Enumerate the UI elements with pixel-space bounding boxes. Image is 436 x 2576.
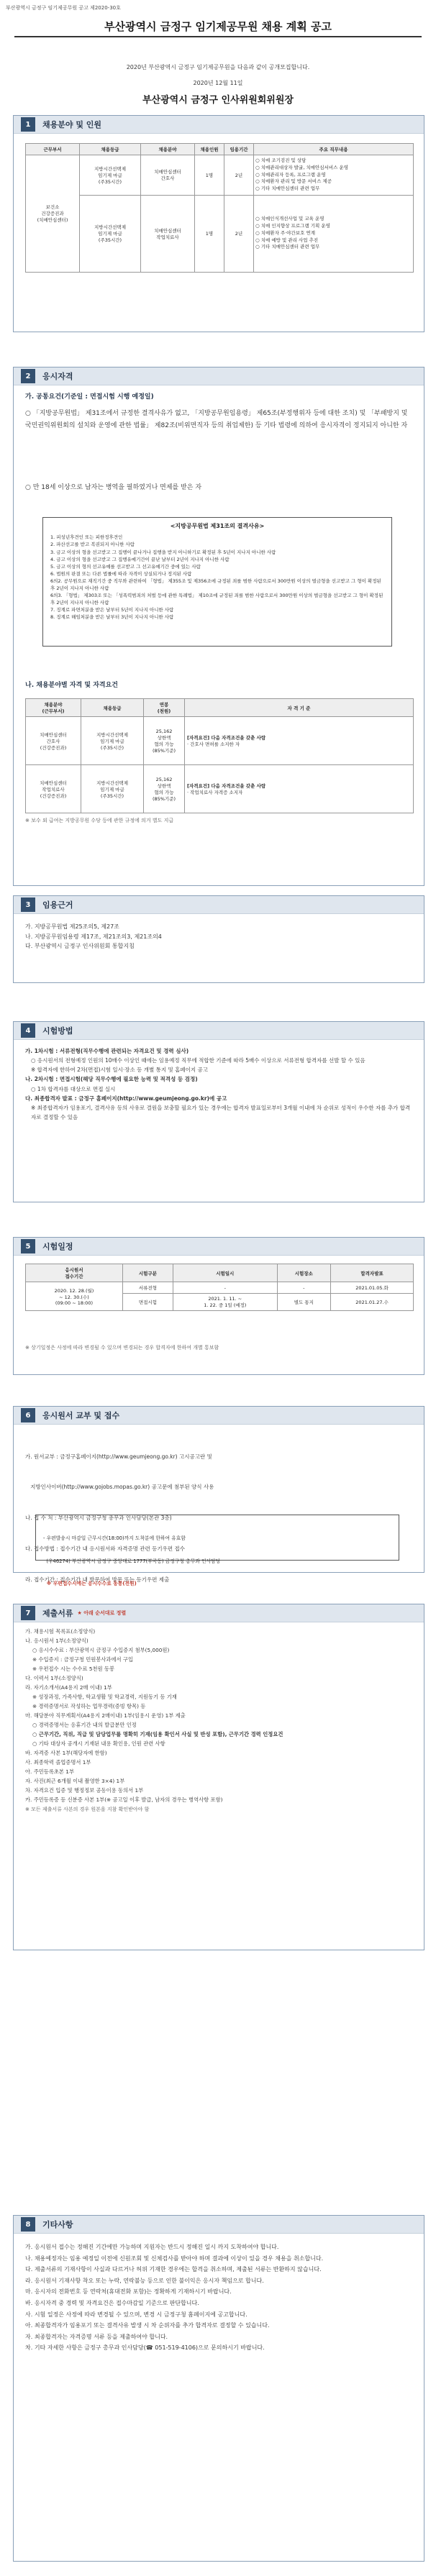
grade-cell: 지방시간선택제 임기제 마급 (주35시간): [80, 155, 141, 196]
requirement-cell: [185, 717, 414, 765]
pay-cell: 25,162 상한액 협의 가능 (85%기준): [144, 717, 185, 765]
table-row: [26, 195, 414, 272]
other-item: 사. 시험 일정은 사정에 따라 변경될 수 있으며, 변경 시 금정구청 홈페이지에 공고합니다.: [25, 2311, 247, 2318]
section-header: [14, 1604, 424, 1622]
section-number: 8: [21, 2217, 35, 2232]
other-item: 나. 채용예정자는 임용 예정일 이전에 신원조회 및 신체검사를 받아야 하며 결과에 이상이 있을 경우 채용을 취소합니다.: [25, 2255, 324, 2262]
section-number: 6: [21, 1408, 35, 1422]
duty-item: 기타 치매안심센터 관련 업무: [260, 186, 320, 191]
eligibility-item: ○ 만 18세 이상으로 남자는 병역을 필하였거나 면제를 받은 자: [25, 484, 202, 491]
duty-item: 치매환자 관리 및 방문 서비스 제공: [260, 178, 332, 185]
section-number: 1: [21, 117, 35, 132]
exam-place-cell: -: [277, 1282, 331, 1294]
duty-item: 치매인식개선사업 및 교육 운영: [260, 216, 324, 222]
document-detail: ○ 경력증명서는 응휴기간 내의 발급분만 인정: [32, 1721, 137, 1728]
application-item: 지방인사이버(http://www.gojobs.mopas.go.kr) 공고문에 첨부된 양식 사용: [25, 1484, 214, 1491]
dept-cell: 보건소 건강증진과 (치매안심센터): [26, 155, 80, 273]
duty-item: 치매 조기검진 및 상담: [260, 157, 306, 163]
legal-basis-item: 나. 지방공무원임용령 제17조, 제21조의3, 제21조의4: [25, 933, 162, 940]
exam-detail: ○ 1차 합격자를 대상으로 면접 실시: [31, 1085, 116, 1092]
duty-item: 치매 예방 및 관리 사업 추진: [260, 237, 319, 243]
field-cell: 치매안심센터 간호사: [141, 155, 195, 196]
notice-number: 부산광역시 금정구 임기제공무원 공고 제2020-30호: [6, 5, 121, 11]
exam-step: 가. 1차시험 : 서류전형(직무수행에 관련되는 자격요건 및 경력 심사): [25, 1048, 189, 1054]
exam-step: 다. 최종합격자 발표 : 금정구 홈페이지(http://www.geumjeong.go.kr)에 공고: [25, 1095, 227, 1102]
section-header: [14, 1238, 424, 1256]
col-header: 자 격 기 준: [185, 699, 414, 717]
col-header: 응시원서 접수기간: [26, 1264, 123, 1282]
document-note: ※ 모든 제출서류 사본의 경우 원본을 지참 확인받아야 함: [25, 1806, 150, 1812]
box-line: 8. 징계로 해임처분을 받은 날부터 3년이 지나지 아니한 사람: [50, 614, 174, 621]
duty-item: 치매 인지향상 프로그램 기획 운영: [260, 223, 330, 229]
other-item: 자. 최종합격자는 자격증명 서류 등을 제출하여야 합니다.: [25, 2333, 168, 2340]
col-header: 시험장소: [277, 1264, 331, 1282]
section-eligibility: [13, 367, 424, 886]
duty-item: 치매관리자 등록, 프로그램 운영: [260, 171, 326, 178]
dept-cell: 치매안심센터 간호사 (건강증진과): [26, 717, 81, 765]
document-item: 사. 최종학력 졸업증명서 1부: [25, 1758, 91, 1766]
duties-cell: ○ 치매 조기검진 및 상담 ○ 치매관리대상자 발굴, 치매안심서비스 운영 ○ 치매관리자 등록, 프로그램 운영 ○ 치매환자 관리 및 방문 서비스 제공 ○ 기타 치매안심센터 관련 업무: [254, 155, 414, 196]
application-period-cell: 2020. 12. 28.(월) ~ 12. 30.(수) (09:00 ~ 18:00): [26, 1282, 123, 1311]
section-recruitment: [13, 115, 424, 332]
eligibility-item: ○ 「지방공무원법」 제31조에서 규정한 결격사유가 없고, 「지방공무원임용령」 제65조(부정행위자 등에 대한 조치) 및 「부패방지 및 국민권익위원회의 설치와 운영에 관한 법률」 제82조(비위면직자 등의 취업제한) 등 기타 법령에 의하여 응시자격이 정지되지 아니한 자: [25, 410, 408, 430]
box-line: 6. 법원의 판결 또는 다른 법률에 따라 자격이 상실되거나 정지된 사람: [50, 570, 192, 577]
document-item: 바. 자격증 사본 1부(해당자에 한함): [25, 1749, 107, 1756]
section-title: 채용분야 및 인원: [42, 120, 102, 129]
other-item: 가. 응시원서 접수는 정해진 기간에만 가능하며 지원자는 반드시 정해진 일시 까지 도착하여야 합니다.: [25, 2244, 279, 2250]
box-line: - 우편발송시 마감일 근무시간(18:00)까지 도착분에 한하여 유효함: [43, 1535, 186, 1542]
section-header: [14, 367, 424, 385]
requirement-line: · 간호사 면허를 소지한 자: [187, 741, 240, 747]
schedule-note: ※ 상기일정은 사정에 따라 변경될 수 있으며 변경되는 경우 합격자에 한하여 개별 통보함: [25, 1345, 219, 1351]
table-row: [26, 1282, 414, 1294]
box-line: 6의2. 공무원으로 재직기간 중 직무와 관련하여 「형법」 제355조 및 제356조에 규정된 죄를 범한 사람으로서 300만원 이상의 벌금형을 선고받고 그 형이 확정된 후 2년이 지나지 아니한 사람: [50, 577, 381, 591]
count-cell: 1명: [195, 155, 224, 196]
subsection-title: 가. 공통요건(기준일 : 면접시험 시행 예정일): [25, 393, 154, 401]
document-item: 나. 응시원서 1부(소정양식): [25, 1637, 88, 1644]
box-title: <지방공무원법 제31조의 결격사유>: [170, 523, 265, 529]
exam-type-cell: 면접시험: [122, 1294, 173, 1311]
legal-basis-list: [25, 922, 412, 951]
box-line: 5. 금고 이상의 형의 선고유예를 선고받고 그 선고유예기간 중에 있는 사람: [50, 563, 201, 570]
other-item: 차. 기타 자세한 사항은 금정구 총무과 인사담당(☎ 051-519-4106)으로 문의하시기 바랍니다.: [25, 2344, 265, 2352]
box-line: (우46274) 부산광역시 금정구 중앙대로 1777(부곡동) 금정구청 총무과 인사담당: [43, 1558, 221, 1564]
other-item: 바. 응시자격 중 경력 및 자격요건은 접수마감일 기준으로 판단합니다.: [25, 2299, 199, 2306]
grade-cell: 지방시간선택제 임기제 마급 (주35시간): [81, 765, 144, 813]
document-item: 차. 자격요건 입증 및 행정정보 공동이용 동의서 1부: [25, 1786, 144, 1794]
requirement-cell: [185, 765, 414, 813]
application-item: 다. 접수방법 : 접수기간 내 응시원서와 자격증명 관련 등기우편 접수: [25, 1545, 185, 1552]
document-item: 아. 주민등록초본 1부: [25, 1768, 74, 1775]
document-detail: ※ 수입증지 : 금정구청 민원봉사과에서 구입: [32, 1655, 133, 1663]
application-item: 나. 접 수 처 : 부산광역시 금정구청 총무과 인사담당(본관 3층): [25, 1515, 172, 1521]
eligibility-text: 만 18세 이상으로 남자는 병역을 필하였거나 면제를 받은 자: [32, 484, 202, 491]
section-title: 제출서류: [42, 1609, 73, 1618]
exam-date-cell: -: [173, 1282, 277, 1294]
document-detail: ○ 기타 대상자 공개시 기재된 내용 확인용, 인원 관련 사항: [32, 1740, 165, 1747]
exam-step: 나. 2차시험 : 면접시험(해당 직무수행에 필요한 능력 및 적격성 등 검정): [25, 1076, 198, 1083]
document-detail: ※ 우편접수 시는 수수료 5천원 동봉: [32, 1665, 114, 1672]
requirement-line: [자격요건] 다음 자격조건을 갖춘 사람: [187, 783, 266, 789]
section-title: 응시원서 교부 및 접수: [42, 1411, 120, 1420]
document-item: 가. 채용시험 목록표(소정양식): [25, 1628, 96, 1635]
col-header: 연봉 (천원): [144, 699, 185, 717]
table-row: [26, 765, 414, 813]
recruitment-table: [25, 143, 414, 273]
exam-detail: ※ 최종합격자가 임용포기, 결격사유 등의 사유로 결원을 보충할 필요가 있는 경우에는 합격자 발표일로부터 3개월 이내에 차 순위로 성적이 우수한 자를 추가 합격자로 결정할 수 있음: [31, 1104, 411, 1120]
document-detail: ※ 경력증명서로 작성하는 업무경력(증빙 항목) 등: [32, 1702, 146, 1709]
section-note: ★ 아래 순서대로 정렬: [77, 1610, 127, 1616]
box-line: 2. 파산선고를 받고 복권되지 아니한 사람: [50, 542, 135, 548]
col-header: 시험일시: [173, 1264, 277, 1282]
box-line: 7. 징계로 파면처분을 받은 날부터 5년이 지나지 아니한 사람: [50, 607, 174, 613]
other-item: 라. 응시원서 기재사항 착오 또는 누락, 연락불능 등으로 인한 불이익은 응시자 책임으로 합니다.: [25, 2277, 264, 2284]
section-number: 5: [21, 1239, 35, 1253]
exam-method-list: [25, 1046, 412, 1122]
documents-list: [25, 1627, 412, 1814]
subsection-title: 나. 채용분야별 자격 및 자격요건: [25, 682, 118, 689]
col-header: 임용기간: [224, 144, 254, 155]
col-header: 시험구분: [122, 1264, 173, 1282]
section-header: [14, 2216, 424, 2234]
col-header: 채용분야 (근무부서): [26, 699, 81, 717]
section-title: 시험방법: [42, 1026, 73, 1036]
exam-detail: ○ 응시원서의 전형예정 인원의 10배수 이상인 때에는 임용예정 직무에 적합한 기준에 따라 5배수 이상으로 서류전형 합격자를 선발 할 수 있음: [31, 1057, 365, 1064]
exam-detail: ※ 합격자에 한하여 2차(면접)시험 일시·장소 등 개별 통지 및 홈페이지 공고: [31, 1067, 208, 1074]
result-date-cell: 2021.01.27.수: [331, 1294, 414, 1311]
document-detail: ○ 근무기간, 직위, 직급 및 담당업무를 명확히 기재(임용 확인서 사실 및 반성 포함), 근무기간 경력 인정요건: [32, 1730, 283, 1737]
section-number: 4: [21, 1023, 35, 1038]
col-header: 채용분야: [141, 144, 195, 155]
intro-text: 2020년 부산광역시 금정구 임기제공무원을 다음과 같이 공개모집합니다.: [126, 64, 310, 70]
section-number: 2: [21, 369, 35, 383]
section-number: 7: [21, 1606, 35, 1620]
section-application: [13, 1406, 424, 1587]
section-legal-basis: [13, 895, 424, 983]
schedule-table: [25, 1264, 414, 1311]
grade-cell: 지방시간선택제 임기제 마급 (주35시간): [81, 717, 144, 765]
duty-item: 기타 치매안심센터 관련 업무: [260, 244, 320, 250]
section-title: 시험일정: [42, 1242, 73, 1251]
pay-cell: 25,162 상한액 협의 가능 (85%기준): [144, 765, 185, 813]
term-cell: 2년: [224, 155, 254, 196]
box-line: 6의3. 「형법」 제303조 또는 「성폭력범죄의 처벌 등에 관한 특례법」 제10조에 규정된 죄를 범한 사람으로서 300만원 이상의 벌금형을 선고받고 그 형이 확정된 후 2년이 지나지 아니한 사람: [50, 592, 383, 606]
section-other: [13, 2215, 424, 2562]
field-cell: 치매안심센터 작업치료사: [141, 195, 195, 272]
eligibility-text: 「지방공무원법」 제31조에서 규정한 결격사유가 없고, 「지방공무원임용령」 제65조(부정행위자 등에 대한 조치) 및 「부패방지 및 국민권익위원회의 설치와 운영에 관한 법률」 제82조(비위면직자 등의 취업제한) 등 기타 법령에 의하여 응시자격이 정지되지 아니한 자: [25, 410, 408, 430]
document-title: 부산광역시 금정구 임기제공무원 채용 계획 공고: [104, 20, 332, 33]
requirement-line: [자격요건] 다음 자격조건을 갖춘 사람: [187, 735, 266, 741]
document-item: 자. 사진(최근 6개월 이내 촬영한 3×4) 1부: [25, 1777, 125, 1784]
title-rule: [14, 36, 422, 37]
disqualification-box: [42, 517, 392, 647]
section-header: [14, 1022, 424, 1040]
other-list: [25, 2242, 412, 2354]
col-header: 주요 직무내용: [254, 144, 414, 155]
duties-cell: ○ 치매인식개선사업 및 교육 운영 ○ 치매 인지향상 프로그램 기획 운영 ○ 치매환자 주·야간보호 연계 ○ 치매 예방 및 관리 사업 추진 ○ 기타 치매안심센터 관련 업무: [254, 195, 414, 272]
document-detail: ※ 성장과정, 가족사항, 학교생활 및 학교경력, 지원동기 등 기재: [32, 1693, 177, 1700]
document-item: 라. 자기소개서(A4용지 2매 이내) 1부: [25, 1684, 112, 1691]
section-header: [14, 1407, 424, 1425]
exam-place-cell: 별도 통지: [277, 1294, 331, 1311]
pay-note: ※ 보수 외 급여는 지방공무원 수당 등에 관한 규정에 의거 별도 지급: [25, 818, 174, 823]
col-header: 근무부서: [26, 144, 80, 155]
term-cell: 2년: [224, 195, 254, 272]
duty-item: 치매관리대상자 발굴, 치매안심서비스 운영: [260, 164, 349, 170]
document-item: 다. 이력서 1부(소정양식): [25, 1674, 83, 1681]
application-item: 라. 접수기간 : 접수기간 내 방문하여 방문 또는 등기우편 제출: [25, 1576, 170, 1583]
grade-cell: 지방시간선택제 임기제 마급 (주35시간): [80, 195, 141, 272]
box-line: 3. 금고 이상의 형을 선고받고 그 집행이 끝나거나 집행을 받지 아니하기로 확정된 후 5년이 지나지 아니한 사람: [50, 549, 276, 555]
box-line: 1. 피성년후견인 또는 피한정후견인: [50, 534, 123, 541]
other-item: 아. 최종합격자가 임용포기 또는 결격사유 발생 시 차 순위자를 추가 합격자로 결정할 수 있습니다.: [25, 2322, 270, 2329]
dept-cell: 치매안심센터 작업치료사 (건강증진과): [26, 765, 81, 813]
exam-date-cell: 2021. 1. 11. ~ 1. 22. 중 1일 (예정): [173, 1294, 277, 1311]
other-item: 다. 제출서류의 기재사항이 사실과 다르거나 허위 기재한 경우에는 합격을 취소하며, 제출된 서류는 반환하지 않습니다.: [25, 2266, 322, 2273]
section-exam-method: [13, 1021, 424, 1202]
section-number: 3: [21, 898, 35, 912]
section-title: 응시자격: [42, 372, 73, 381]
box-line: 4. 금고 이상의 형을 선고받고 그 집행유예기간이 끝난 날부터 2년이 지나지 아니한 사람: [50, 556, 230, 562]
result-date-cell: 2021.01.05.화: [331, 1282, 414, 1294]
section-title: 임용근거: [42, 900, 73, 910]
exam-type-cell: 서류전형: [122, 1282, 173, 1294]
col-header: 합격자발표: [331, 1264, 414, 1282]
count-cell: 1명: [195, 195, 224, 272]
qualification-table: [25, 698, 414, 813]
application-item: 가. 원서교부 : 금정구홈페이지(http://www.geumjeong.go.kr) 고시공고란 및: [25, 1453, 212, 1460]
document-item: 카. 주민등록증 등 신분증 사본 1부(※ 공고일 이후 발급, 남자의 경우는 병역사항 포함): [25, 1796, 223, 1803]
issuing-organization: 부산광역시 금정구 인사위원회위원장: [142, 95, 294, 106]
requirement-line: · 작업치료사 자격증 소지자: [187, 790, 243, 795]
document-item: 마. 해당분야 직무계획서(A4용지 2매이내) 1부(임용시 운영) 1부 제출: [25, 1712, 186, 1719]
notice-date: 2020년 12월 11일: [193, 80, 243, 86]
legal-basis-item: 다. 부산광역시 금정구 인사위원회 통합지침: [25, 943, 135, 950]
box-line: ※ 우편접수시에는 응시수수료 동봉(전원): [43, 1581, 137, 1587]
section-schedule: [13, 1237, 424, 1375]
col-header: 채용등급: [80, 144, 141, 155]
section-documents: [13, 1604, 424, 1950]
document-detail: ○ 응시수수료 : 부산광역시 금정구 수입증지 첨부(5,000원): [32, 1646, 170, 1653]
section-header: [14, 896, 424, 914]
section-header: [14, 116, 424, 134]
table-row: [26, 717, 414, 765]
section-title: 기타사항: [42, 2220, 73, 2229]
other-item: 마. 응시자의 전화번호 등 연락처(휴대전화 포함)는 정확하게 기재하시기 바랍니다.: [25, 2288, 232, 2296]
col-header: 채용인원: [195, 144, 224, 155]
legal-basis-item: 가. 지방공무원법 제25조의5, 제27조: [25, 923, 119, 930]
table-row: [26, 155, 414, 196]
col-header: 채용등급: [81, 699, 144, 717]
duty-item: 치매환자 주·야간보호 연계: [260, 229, 316, 236]
